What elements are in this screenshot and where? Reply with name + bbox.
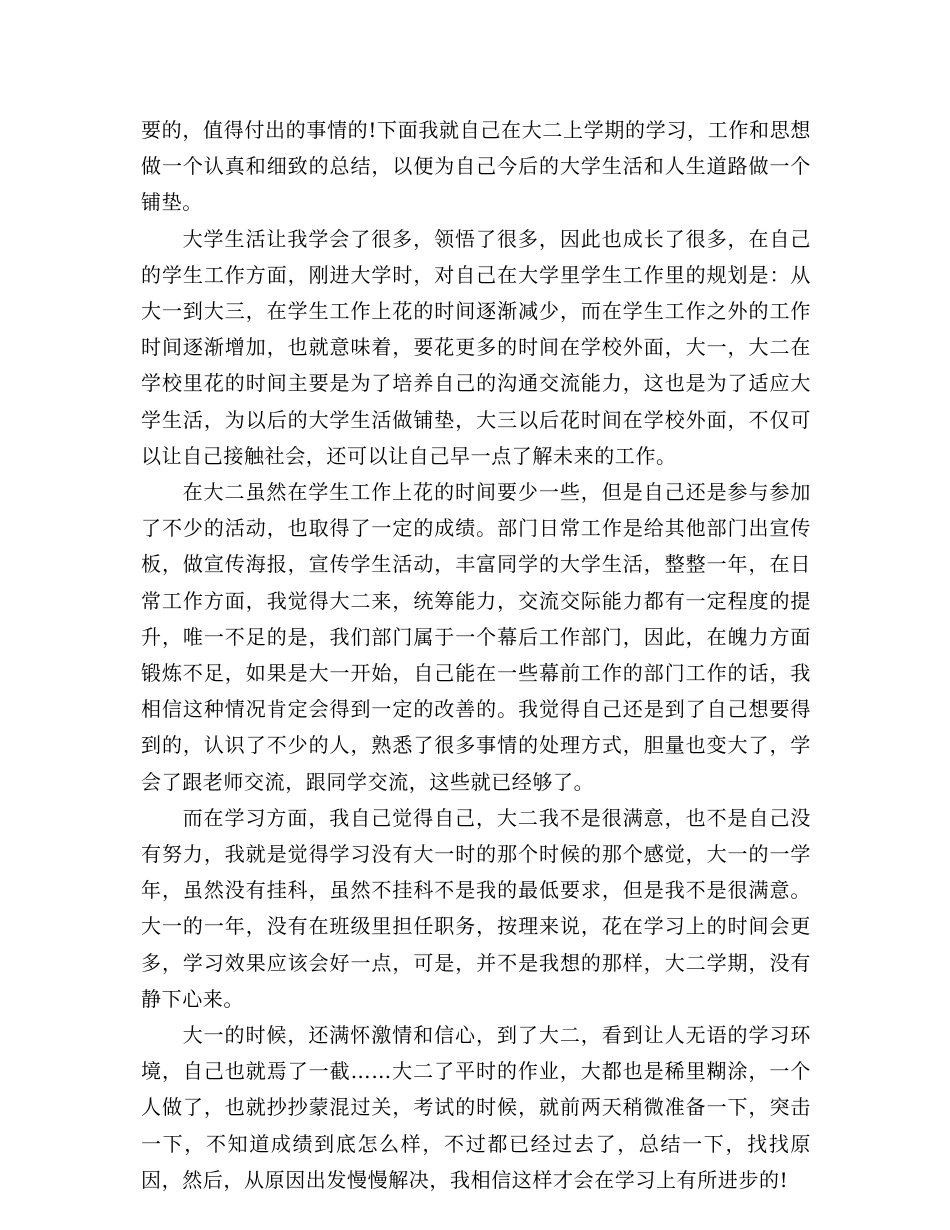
paragraph-1: 要的，值得付出的事情的!下面我就自己在大二上学期的学习，工作和思想做一个认真和细致的总结，以便为自己今后的大学生活和人生道路做一个铺垫。 <box>141 118 811 215</box>
document-body <box>141 112 811 1198</box>
paragraph-3: 在大二虽然在学生工作上花的时间要少一些，但是自己还是参与参加了不少的活动，也取得了一定的成绩。部门日常工作是给其他部门出宣传板，做宣传海报，宣传学生活动，丰富同学的大学生活，整整一年，在日常工作方面，我觉得大二来，统筹能力，交流交际能力都有一定程度的提升，唯一不足的是，我们部门属于一个幕后工作部门，因此，在魄力方面锻炼不足，如果是大一开始，自己能在一些幕前工作的部门工作的话，我相信这种情况肯定会得到一定的改善的。我觉得自己还是到了自己想要得到的，认识了不少的人，熟悉了很多事情的处理方式，胆量也变大了，学会了跟老师交流，跟同学交流，这些就已经够了。 <box>141 480 811 794</box>
paragraph-5: 大一的时候，还满怀激情和信心，到了大二，看到让人无语的学习环境，自己也就焉了一截……大二了平时的作业，大都也是稀里糊涂，一个人做了，也就抄抄蒙混过关，考试的时候，就前两天稍微准备一下，突击一下，不知道成绩到底怎么样，不过都已经过去了，总结一下，找找原因，然后，从原因出发慢慢解决，我相信这样才会在学习上有所进步的! <box>141 1023 811 1192</box>
paragraph-4: 而在学习方面，我自己觉得自己，大二我不是很满意，也不是自己没有努力，我就是觉得学习没有大一时的那个时候的那个感觉，大一的一学年，虽然没有挂科，虽然不挂科不是我的最低要求，但是我不是很满意。 大一的一年，没有在班级里担任职务，按理来说，花在学习上的时间会更多，学习效果应该会好一点，可是，并不是我想的那样，大二学期，没有静下心来。 <box>141 805 811 1011</box>
paragraph-2: 大学生活让我学会了很多，领悟了很多，因此也成长了很多，在自己的学生工作方面，刚进大学时，对自己在大学里学生工作里的规划是：从大一到大三，在学生工作上花的时间逐渐减少，而在学生工作之外的工作时间逐渐增加，也就意味着，要花更多的时间在学校外面，大一，大二在学校里花的时间主要是为了培养自己的沟通交流能力，这也是为了适应大学生活，为以后的大学生活做铺垫，大三以后花时间在学校外面，不仅可以让自己接触社会，还可以让自己早一点了解未来的工作。 <box>141 226 811 468</box>
